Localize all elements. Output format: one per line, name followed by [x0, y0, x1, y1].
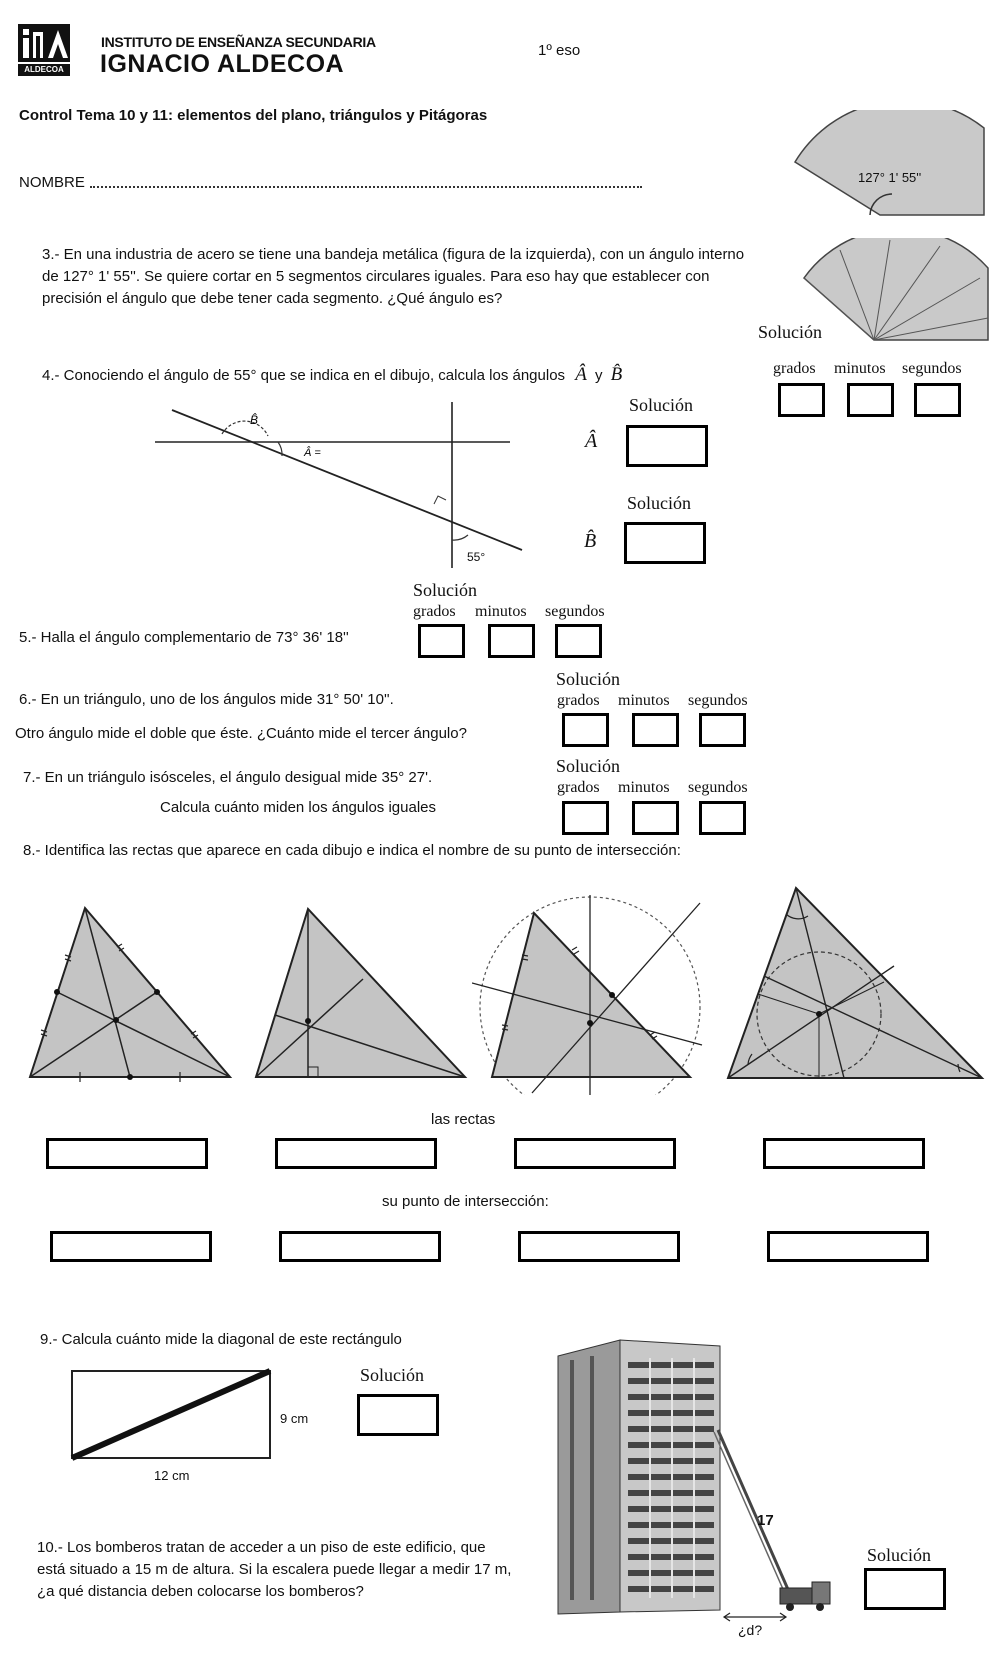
q7-unit-grados: grados: [557, 779, 600, 796]
q4-and: y: [594, 367, 603, 384]
q3-unit-segundos: segundos: [902, 360, 962, 377]
q4-answer-b[interactable]: [624, 522, 706, 564]
triangle-altitudes-figure: [253, 905, 468, 1081]
q4-row-a-symbol: Â: [585, 430, 598, 452]
q4-solution-b-label: Solución: [627, 493, 692, 513]
q7-unit-minutos: minutos: [618, 779, 670, 796]
q10-ladder-label: 17: [757, 1512, 774, 1529]
question-3-text: 3.- En una industria de acero se tiene una bandeja metálica (figura de la izquierda), con un ángulo interno de 127° 1' 55''. Se quiere cortar en 5 segmentos circulares iguales. Para eso hay que establecer con precisión el ángulo que debe tener cada segmento. ¿Qué ángulo es?: [42, 246, 745, 307]
question-6-line-1: 6.- En un triángulo, uno de los ángulos mide 31° 50' 10''.: [19, 691, 394, 708]
q7-answer-segundos[interactable]: [699, 801, 746, 835]
q6-answer-minutos[interactable]: [632, 713, 679, 747]
q5-answer-grados[interactable]: [418, 624, 465, 658]
triangle-bisectors-circumcircle-figure: [472, 895, 712, 1095]
sector-tray-figure: [790, 110, 990, 220]
q6-unit-grados: grados: [557, 692, 600, 709]
q6-unit-minutos: minutos: [618, 692, 670, 709]
q10-solution-label: Solución: [867, 1545, 932, 1565]
q9-answer[interactable]: [357, 1394, 439, 1436]
q9-solution-label: Solución: [360, 1365, 425, 1385]
q3-unit-minutos: minutos: [834, 360, 886, 377]
intersecting-lines-figure: [150, 400, 530, 570]
q4-text: 4.- Conociendo el ángulo de 55° que se indica en el dibujo, calcula los ángulos: [42, 367, 566, 384]
question-5-text: 5.- Halla el ángulo complementario de 73° 36' 18'': [19, 629, 349, 646]
course-label: 1º eso: [538, 42, 581, 59]
question-9-text: 9.- Calcula cuánto mide la diagonal de este rectángulo: [40, 1331, 402, 1348]
q8-lines-answer-1[interactable]: [46, 1138, 208, 1169]
q5-answer-segundos[interactable]: [555, 624, 602, 658]
logo-text: ALDECOA: [24, 65, 64, 74]
q4-solution-a-label: Solución: [629, 395, 694, 415]
q7-answer-grados[interactable]: [562, 801, 609, 835]
q9-height-label: 9 cm: [280, 1411, 309, 1426]
institute-line-1: INSTITUTO DE ENSEÑANZA SECUNDARIA: [101, 34, 376, 50]
q3-answer-segundos[interactable]: [914, 383, 961, 417]
question-7-line-1: 7.- En un triángulo isósceles, el ángulo desigual mide 35° 27'.: [23, 769, 433, 786]
q8-lines-answer-2[interactable]: [275, 1138, 437, 1169]
sector-angle-label: 127° 1' 55'': [858, 170, 922, 185]
q4-row-b-symbol: B̂: [584, 530, 597, 552]
triangle-medians-figure: [25, 902, 235, 1082]
q8-intersection-answer-1[interactable]: [50, 1231, 212, 1262]
q8-intersection-answer-3[interactable]: [518, 1231, 680, 1262]
q5-unit-minutos: minutos: [475, 603, 527, 620]
q8-lines-answer-4[interactable]: [763, 1138, 925, 1169]
q6-solution-label: Solución: [556, 669, 621, 689]
q3-solution-label: Solución: [758, 322, 823, 342]
rectangle-diagonal-figure: [70, 1368, 275, 1463]
question-7-line-2: Calcula cuánto miden los ángulos iguales: [160, 799, 437, 816]
q10-answer[interactable]: [864, 1568, 946, 1610]
q9-width-label: 12 cm: [154, 1468, 190, 1483]
question-6-line-2: Otro ángulo mide el doble que éste. ¿Cuánto mide el tercer ángulo?: [15, 725, 467, 742]
building-ladder-figure: [550, 1332, 840, 1632]
q7-unit-segundos: segundos: [688, 779, 748, 796]
q5-answer-minutos[interactable]: [488, 624, 535, 658]
q6-answer-grados[interactable]: [562, 713, 609, 747]
q4-angle-b-symbol: B̂: [610, 364, 623, 385]
question-8-text: 8.- Identifica las rectas que aparece en cada dibujo e indica el nombre de su punto de intersección:: [23, 842, 681, 859]
q7-solution-label: Solución: [556, 756, 621, 776]
q6-unit-segundos: segundos: [688, 692, 748, 709]
q3-answer-minutos[interactable]: [847, 383, 894, 417]
question-10-text: 10.- Los bomberos tratan de acceder a un piso de este edificio, que está situado a 15 m de altura. Si la escalera puede llegar a medir 17 m, ¿a qué distancia deben colocarse los bomberos?: [37, 1539, 512, 1600]
q8-lines-answer-3[interactable]: [514, 1138, 676, 1169]
q4-figure-a-label: Â =: [304, 447, 321, 459]
question-4-text: [42, 364, 622, 387]
q8-lines-label: las rectas: [431, 1111, 496, 1128]
triangle-angle-bisectors-incircle-figure: [724, 884, 986, 1084]
q4-figure-b-label: B̂: [250, 413, 259, 427]
school-logo: [18, 24, 70, 76]
name-dotted-line[interactable]: [90, 186, 642, 188]
name-label: NOMBRE: [19, 174, 85, 191]
q3-answer-grados[interactable]: [778, 383, 825, 417]
q4-angle-a-symbol: Â: [575, 364, 587, 385]
exam-title: Control Tema 10 y 11: elementos del plano, triángulos y Pitágoras: [19, 107, 488, 124]
q4-angle-55-label: 55°: [467, 550, 486, 564]
q6-answer-segundos[interactable]: [699, 713, 746, 747]
q3-unit-grados: grados: [773, 360, 816, 377]
sector-segments-figure: [800, 238, 990, 348]
q7-answer-minutos[interactable]: [632, 801, 679, 835]
q10-distance-label: ¿d?: [738, 1622, 763, 1638]
q5-solution-label: Solución: [413, 580, 478, 600]
q4-answer-a[interactable]: [626, 425, 708, 467]
q8-intersection-answer-2[interactable]: [279, 1231, 441, 1262]
q8-intersection-answer-4[interactable]: [767, 1231, 929, 1262]
q5-unit-grados: grados: [413, 603, 456, 620]
q5-unit-segundos: segundos: [545, 603, 605, 620]
institute-line-2: IGNACIO ALDECOA: [100, 50, 345, 78]
q8-intersection-label: su punto de intersección:: [382, 1193, 549, 1210]
